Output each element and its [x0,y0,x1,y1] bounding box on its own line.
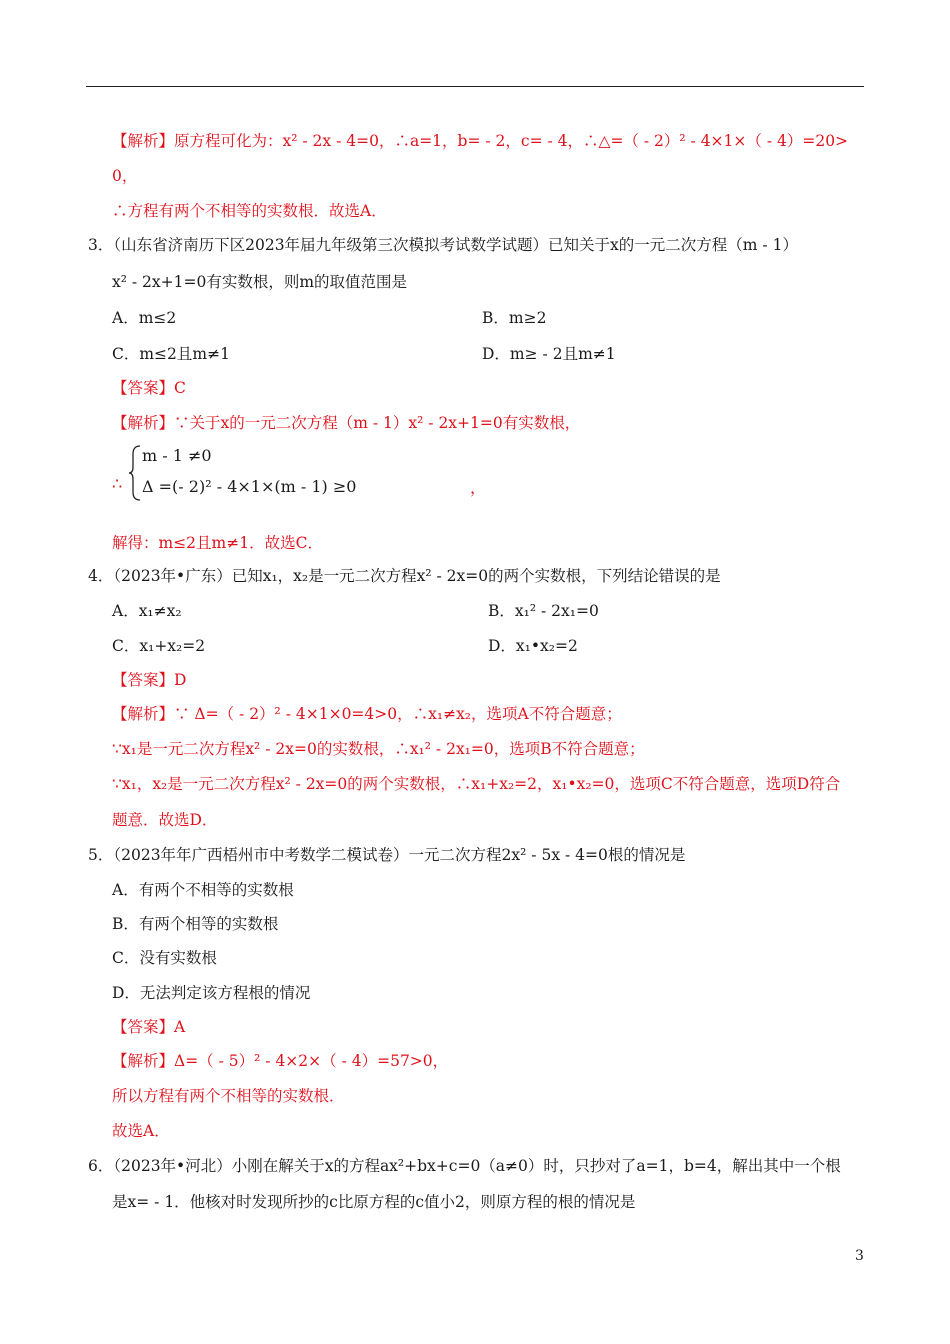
analysis-line: ∴方程有两个不相等的实数根．故选A． [112,202,387,220]
solution-line: 解得：m≤2且m≠1．故选C． [112,534,323,552]
option-a: A．x₁≠x₂ [112,602,182,620]
system-row-1: m - 1 ≠0 [142,446,212,465]
option-d: D．m≥ - 2且m≠1 [482,345,616,363]
question-5-stem: 5．（2023年年广西梧州市中考数学二模试卷）一元二次方程2x² - 5x - 4=0根的情况是 [88,846,686,864]
analysis-line: 【解析】∵关于x的一元二次方程（m - 1）x² - 2x+1=0有实数根， [112,414,581,432]
analysis-line: 【解析】原方程可化为：x² - 2x - 4=0，∴a=1，b= - 2，c= - 4，∴△=（ - 2）² - 4×1×（ - 4）=20> [112,132,849,150]
answer-label: 【答案】D [112,671,187,689]
therefore-symbol: ∴ [112,474,123,493]
option-b: B．m≥2 [482,309,547,327]
inequality-system [112,444,487,504]
header-rule [86,86,864,87]
analysis-line: ∵x₁，x₂是一元二次方程x² - 2x=0的两个实数根，∴x₁+x₂=2，x₁•x₂=0，选项C不符合题意，选项D符合 [112,775,841,793]
answer-label: 【答案】C [112,379,186,397]
analysis-line: 故选A． [112,1122,170,1140]
option-d: D．x₁•x₂=2 [488,637,578,655]
punctuation: ， [470,478,487,497]
analysis-line: 【解析】∵ Δ=（ - 2）² - 4×1×0=4>0，∴x₁≠x₂，选项A不符合题意； [112,705,622,723]
question-4-stem: 4．（2023年•广东）已知x₁，x₂是一元二次方程x² - 2x=0的两个实数根，下列结论错误的是 [88,567,721,585]
analysis-line: 【解析】Δ=（ - 5）² - 4×2×（ - 4）=57>0， [112,1052,449,1070]
answer-label: 【答案】A [112,1018,186,1036]
option-d: D．无法判定该方程根的情况 [112,984,311,1002]
analysis-line: 0， [112,167,138,185]
option-b: B．x₁² - 2x₁=0 [488,602,599,620]
option-c: C．没有实数根 [112,949,217,967]
analysis-line: 题意．故选D． [112,811,218,829]
question-6-stem: 6．（2023年•河北）小刚在解关于x的方程ax²+bx+c=0（a≠0）时，只抄对了a=1，b=4，解出其中一个根 [88,1157,841,1175]
option-a: A．有两个不相等的实数根 [112,881,294,899]
question-3-stem: 3．（山东省济南历下区2023年届九年级第三次模拟考试数学试题）已知关于x的一元二次方程（m - 1） [88,236,798,254]
option-c: C．x₁+x₂=2 [112,637,206,655]
page-number: 3 [855,1248,864,1264]
system-row-2: Δ =(- 2)² - 4×1×(m - 1) ≥0 [142,477,357,496]
question-3-stem: x² - 2x+1=0有实数根，则m的取值范围是 [112,273,408,291]
option-b: B．有两个相等的实数根 [112,915,279,933]
analysis-line: ∵x₁是一元二次方程x² - 2x=0的实数根，∴x₁² - 2x₁=0，选项B不符合题意； [112,740,645,758]
question-6-stem: 是x= - 1．他核对时发现所抄的c比原方程的c值小2，则原方程的根的情况是 [112,1193,636,1211]
option-a: A．m≤2 [112,309,177,327]
analysis-line: 所以方程有两个不相等的实数根． [112,1087,345,1105]
option-c: C．m≤2且m≠1 [112,345,230,363]
brace-icon [128,444,142,502]
